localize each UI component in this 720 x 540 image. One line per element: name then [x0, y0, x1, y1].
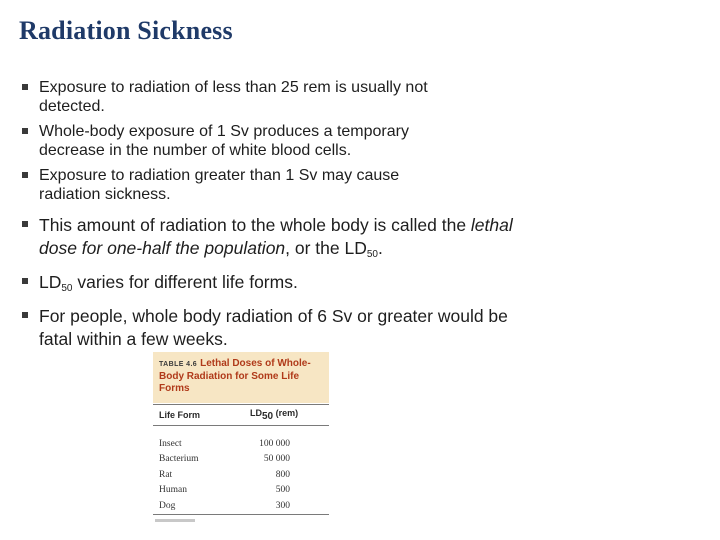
- square-bullet-icon: [22, 278, 28, 284]
- bullet-item: [22, 122, 459, 160]
- lethal-dose-table: [153, 352, 329, 522]
- table-row: [153, 436, 329, 452]
- cell-dose: 50 000: [263, 454, 290, 465]
- table-row: [153, 452, 329, 468]
- bullet-text-post: .: [378, 238, 383, 258]
- table-title: Lethal Doses of Whole-Body Radiation for Some Life Forms: [159, 358, 311, 394]
- column-header-life-form: Life Form: [159, 410, 201, 420]
- slide-title: Radiation Sickness: [19, 16, 233, 45]
- table-row: [153, 483, 329, 499]
- square-bullet-icon: [22, 312, 28, 318]
- bullet-text: Exposure to radiation greater than 1 Sv may cause radiation sickness.: [39, 167, 400, 203]
- column-header-ld50: $LD_{50}$ (rem): [250, 408, 299, 422]
- square-bullet-icon: [22, 128, 28, 134]
- bullet-text-post: varies for different life forms.: [72, 272, 298, 292]
- ld-subscript: 50: [61, 283, 73, 294]
- cell-life-form: Insect: [159, 438, 182, 449]
- bullet-text: For people, whole body radiation of 6 Sv or greater would be fatal within a few weeks.: [39, 306, 508, 349]
- bullet-item: [22, 271, 519, 300]
- copyright-credit-mark: [155, 519, 195, 522]
- table-header-row: [153, 404, 329, 426]
- cell-dose: 300: [275, 500, 290, 511]
- bullet-text: Whole-body exposure of 1 Sv produces a temporary decrease in the number of white blood cells.: [39, 123, 409, 159]
- cell-dose: 800: [275, 469, 290, 480]
- square-bullet-icon: [22, 84, 28, 90]
- bullet-item: [22, 214, 519, 266]
- table-number: TABLE 4.6: [159, 361, 198, 368]
- table-body: [153, 426, 329, 514]
- table-row: [153, 498, 329, 514]
- bullet-list: [22, 78, 542, 356]
- square-bullet-icon: [22, 172, 28, 178]
- bullet-text-pre: This amount of radiation to the whole body is called the: [39, 215, 471, 235]
- table-bottom-rule: [153, 514, 329, 515]
- cell-dose: 100 000: [259, 438, 290, 449]
- cell-life-form: Dog: [159, 500, 176, 511]
- cell-life-form: Bacterium: [159, 454, 199, 465]
- cell-life-form: Rat: [159, 469, 173, 480]
- bullet-item: [22, 78, 459, 116]
- square-bullet-icon: [22, 221, 28, 227]
- cell-life-form: Human: [159, 485, 187, 496]
- table-caption: [153, 352, 329, 403]
- cell-dose: 500: [275, 485, 290, 496]
- table-row: [153, 467, 329, 483]
- bullet-text: Exposure to radiation of less than 25 rem is usually not detected.: [39, 79, 428, 115]
- ld-subscript: 50: [366, 249, 378, 260]
- bullet-text-italic: lethal dose for one-half the population: [39, 215, 513, 258]
- bullet-text-pre: LD: [39, 272, 62, 292]
- bullet-item: [22, 166, 459, 204]
- bullet-text-mid: , or the LD: [285, 238, 367, 258]
- bullet-item: [22, 305, 519, 351]
